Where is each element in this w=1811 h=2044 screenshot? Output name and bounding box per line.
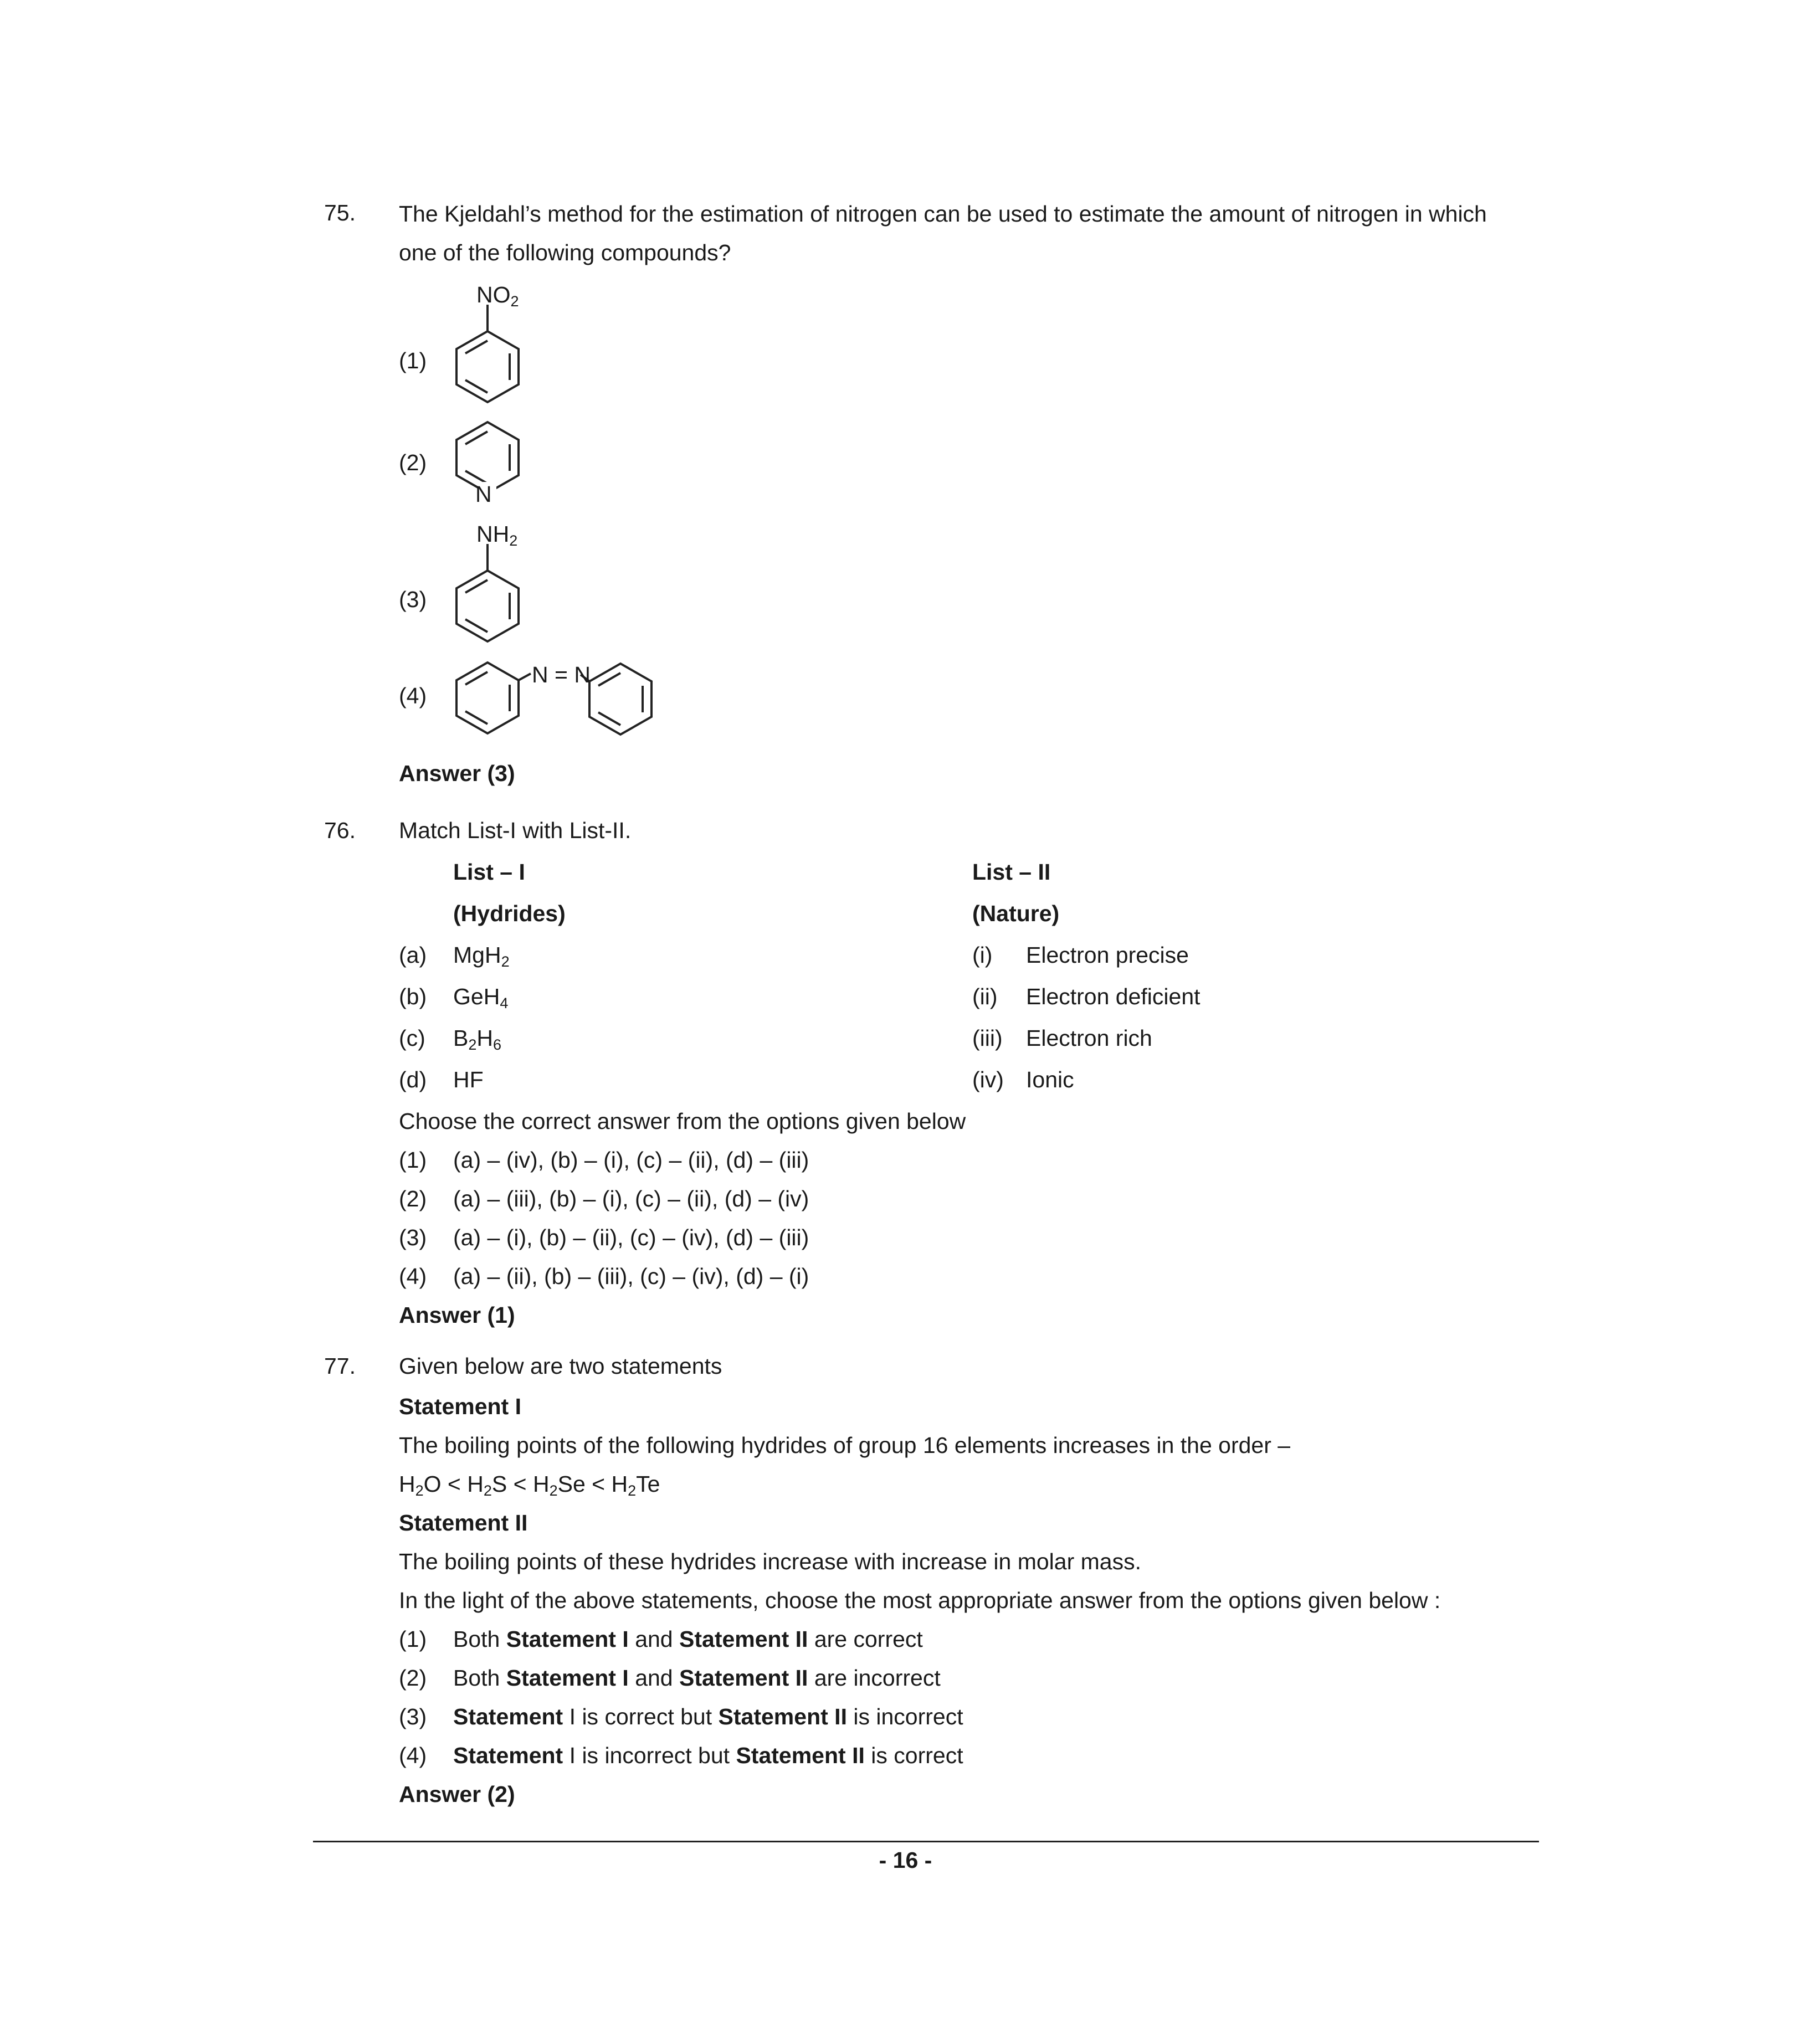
list2-key: (iv): [972, 1067, 1004, 1092]
list1-key: (c): [399, 1025, 425, 1051]
list1-key: (b): [399, 984, 427, 1009]
option-text: Statement I is incorrect but Statement II is correct: [453, 1743, 963, 1768]
option-label: (1): [399, 348, 427, 373]
page-number: - 16 -: [879, 1847, 932, 1873]
list2-heading: List – II: [972, 859, 1051, 885]
option-label: (2): [399, 1186, 427, 1211]
answer: Answer (2): [399, 1781, 515, 1807]
benzene-ring-structure: [443, 543, 532, 654]
list2-key: (ii): [972, 984, 998, 1009]
list2-key: (i): [972, 942, 993, 968]
azo-linker-label: N = N: [532, 662, 591, 687]
option-label: (4): [399, 1264, 427, 1289]
question-text: one of the following compounds?: [399, 240, 731, 265]
hydride-order: $H_2O < H_2S < H_2Se < H_2Te$: [399, 1471, 660, 1499]
list1-item: $B_2H_6$: [453, 1025, 502, 1053]
question-number: 76.: [324, 818, 356, 843]
list2-item: Electron precise: [1026, 942, 1189, 968]
option-label: (4): [399, 1743, 427, 1768]
option-text: Both Statement I and Statement II are incorrect: [453, 1665, 941, 1691]
question-number: 77.: [324, 1353, 356, 1379]
substituent-label: $NO_2$: [476, 282, 519, 310]
statement1-text: The boiling points of the following hydrides of group 16 elements increases in the order –: [399, 1432, 1291, 1458]
list2-item: Electron rich: [1026, 1025, 1152, 1051]
option-text: (a) – (iv), (b) – (i), (c) – (ii), (d) – (iii): [453, 1147, 809, 1173]
list1-subheading: (Hydrides): [453, 901, 566, 926]
list1-item: HF: [453, 1067, 484, 1092]
footer-divider: [313, 1841, 1539, 1842]
statement2-text: The boiling points of these hydrides increase with increase in molar mass.: [399, 1549, 1141, 1574]
list1-item: GeH$_4$: [453, 984, 509, 1011]
question-text: Match List-I with List-II.: [399, 818, 632, 843]
list1-key: (d): [399, 1067, 427, 1092]
question-prompt: Choose the correct answer from the options given below: [399, 1108, 966, 1134]
option-label: (3): [399, 1225, 427, 1250]
option-label: (3): [399, 1704, 427, 1729]
list1-key: (a): [399, 942, 427, 968]
question-text: Given below are two statements: [399, 1353, 722, 1379]
option-text: (a) – (iii), (b) – (i), (c) – (ii), (d) – (iv): [453, 1186, 809, 1211]
option-text: Statement I is correct but Statement II is incorrect: [453, 1704, 963, 1729]
option-label: (2): [399, 1665, 427, 1691]
option-text: (a) – (ii), (b) – (iii), (c) – (iv), (d) – (i): [453, 1264, 809, 1289]
answer: Answer (3): [399, 761, 515, 786]
list1-item: MgH$_2$: [453, 942, 510, 970]
option-label: (2): [399, 450, 427, 475]
list2-subheading: (Nature): [972, 901, 1060, 926]
option-text: (a) – (i), (b) – (ii), (c) – (iv), (d) – (iii): [453, 1225, 809, 1250]
question-prompt: In the light of the above statements, choose the most appropriate answer from the options given below :: [399, 1588, 1441, 1613]
option-label: (3): [399, 587, 427, 612]
benzene-ring-structure: [443, 304, 532, 414]
ring-nitrogen-label: N: [475, 481, 492, 507]
question-number: 75.: [324, 200, 356, 225]
option-label: (1): [399, 1626, 427, 1652]
list2-item: Ionic: [1026, 1067, 1074, 1092]
answer: Answer (1): [399, 1302, 515, 1328]
list2-key: (iii): [972, 1025, 1003, 1051]
statement2-heading: Statement II: [399, 1510, 528, 1535]
option-text: Both Statement I and Statement II are correct: [453, 1626, 923, 1652]
option-label: (1): [399, 1147, 427, 1173]
list2-item: Electron deficient: [1026, 984, 1201, 1009]
list1-heading: List – I: [453, 859, 525, 885]
substituent-label: $NH_2$: [476, 521, 518, 549]
option-label: (4): [399, 683, 427, 708]
question-text: The Kjeldahl’s method for the estimation of nitrogen can be used to estimate the amount of nitrogen in which: [399, 201, 1487, 227]
statement1-heading: Statement I: [399, 1394, 521, 1419]
